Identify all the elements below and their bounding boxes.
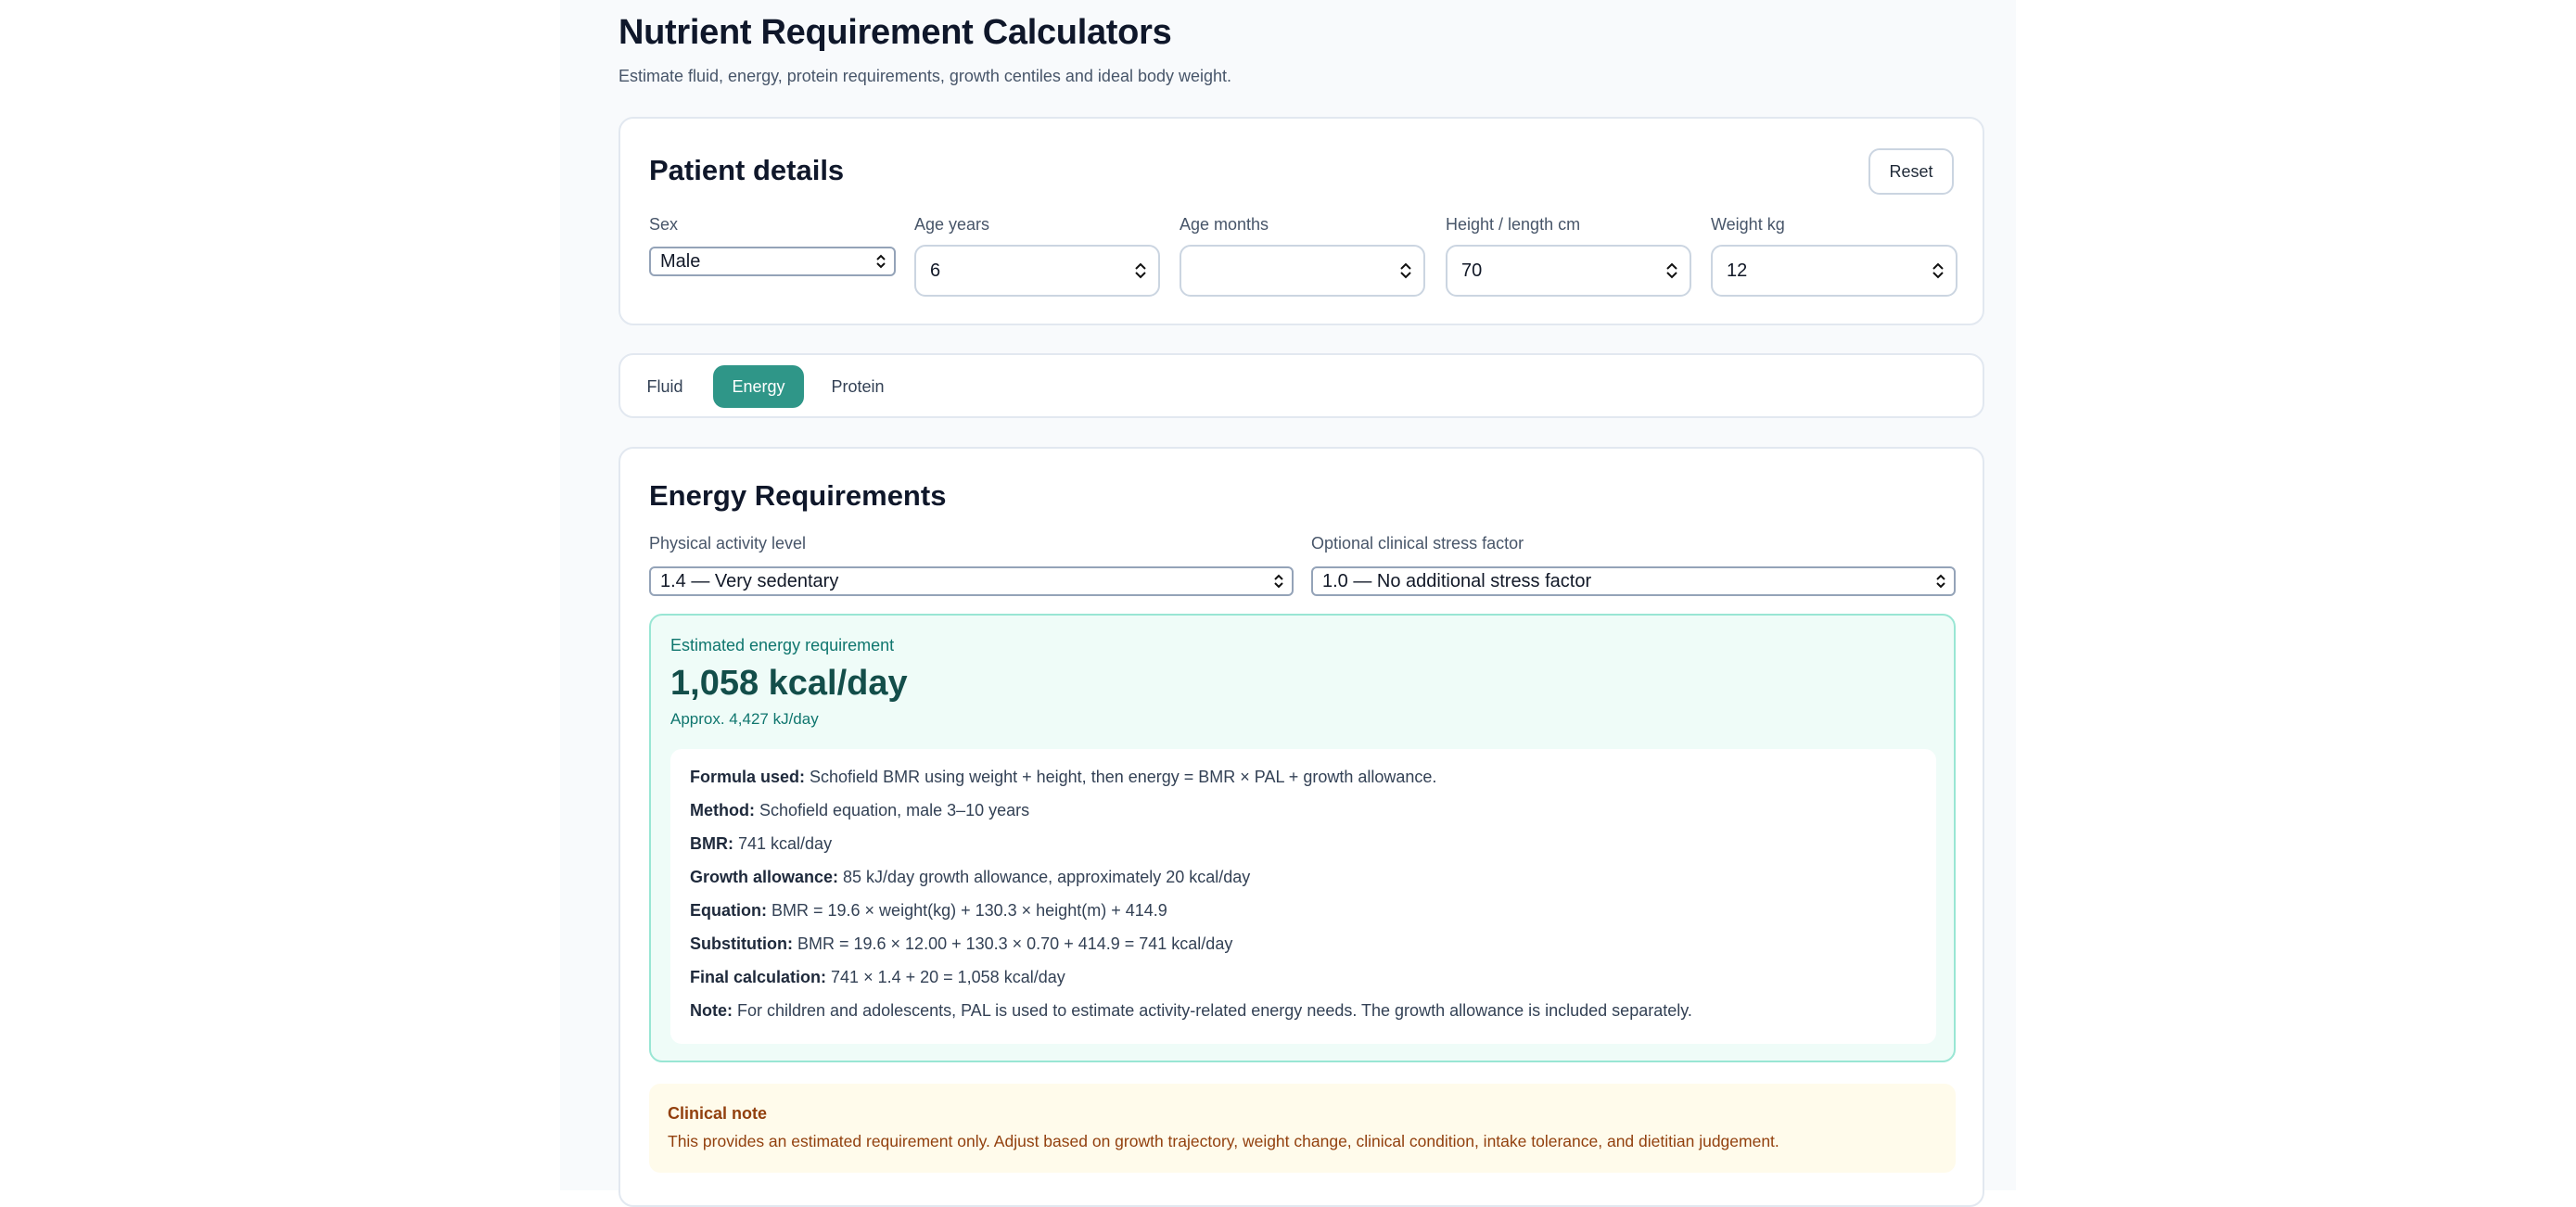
detail-final-calculation: Final calculation: 741 × 1.4 + 20 = 1,058 kcal/day: [690, 968, 1065, 986]
patient-details-card: [618, 117, 1984, 325]
page-subtitle: Estimate fluid, energy, protein requirements, growth centiles and ideal body weight.: [618, 67, 1232, 85]
age-months-label: Age months: [1180, 215, 1269, 234]
select-chevron-icon: [1273, 573, 1284, 590]
sex-select-value: Male: [660, 250, 701, 272]
age-years-label: Age years: [914, 215, 990, 234]
detail-equation: Equation: BMR = 19.6 × weight(kg) + 130.3 × height(m) + 414.9: [690, 901, 1167, 920]
tab-fluid[interactable]: Fluid: [646, 376, 683, 396]
detail-growth-allowance: Growth allowance: 85 kJ/day growth allowance, approximately 20 kcal/day: [690, 868, 1251, 886]
stepper-icon[interactable]: [1134, 260, 1147, 281]
detail-method: Method: Schofield equation, male 3–10 years: [690, 801, 1030, 819]
sex-select[interactable]: [649, 247, 896, 276]
page-title: Nutrient Requirement Calculators: [618, 13, 1172, 52]
result-label: Estimated energy requirement: [670, 636, 895, 654]
stress-factor-select[interactable]: [1311, 566, 1956, 596]
weight-label: Weight kg: [1711, 215, 1785, 234]
clinical-note-title: Clinical note: [668, 1104, 768, 1123]
select-chevron-icon: [1935, 573, 1946, 590]
result-value: 1,058 kcal/day: [670, 664, 908, 703]
activity-level-value: 1.4 — Very sedentary: [660, 570, 839, 591]
weight-value: 12: [1727, 260, 1748, 281]
height-input[interactable]: [1446, 245, 1691, 297]
sex-label: Sex: [649, 215, 679, 234]
detail-substitution: Substitution: BMR = 19.6 × 12.00 + 130.3 × 0.70 + 414.9 = 741 kcal/day: [690, 934, 1233, 953]
result-kj-value: Approx. 4,427 kJ/day: [670, 710, 819, 728]
reset-button[interactable]: Reset: [1868, 148, 1954, 195]
detail-note: Note: For children and adolescents, PAL is used to estimate activity-related energy needs. The growth allowance is included separately.: [690, 1001, 1692, 1020]
stepper-icon[interactable]: [1665, 260, 1678, 281]
height-value: 70: [1461, 260, 1483, 281]
energy-requirements-title: Energy Requirements: [649, 479, 947, 512]
page-column: [560, 0, 2016, 1190]
detail-bmr: BMR: 741 kcal/day: [690, 834, 833, 853]
weight-input[interactable]: [1711, 245, 1958, 297]
select-chevron-icon: [875, 253, 886, 270]
stepper-icon[interactable]: [1932, 260, 1945, 281]
age-years-value: 6: [930, 260, 941, 281]
patient-details-title: Patient details: [649, 154, 845, 186]
stress-factor-value: 1.0 — No additional stress factor: [1322, 570, 1592, 591]
energy-result-panel: [649, 614, 1956, 1062]
height-label: Height / length cm: [1446, 215, 1581, 234]
activity-level-select[interactable]: [649, 566, 1294, 596]
clinical-note-panel: [649, 1084, 1956, 1173]
calculation-details: [670, 749, 1936, 1044]
tab-energy[interactable]: Energy: [713, 365, 804, 408]
stress-factor-label: Optional clinical stress factor: [1311, 534, 1524, 553]
tab-protein[interactable]: Protein: [831, 376, 885, 396]
stepper-icon[interactable]: [1399, 260, 1412, 281]
energy-requirements-card: [618, 447, 1984, 1207]
age-years-input[interactable]: [914, 245, 1160, 297]
age-months-input[interactable]: [1180, 245, 1425, 297]
detail-formula: Formula used: Schofield BMR using weight + height, then energy = BMR × PAL + growth allowance.: [690, 768, 1437, 786]
activity-level-label: Physical activity level: [649, 534, 807, 553]
clinical-note-text: This provides an estimated requirement only. Adjust based on growth trajectory, weight change, clinical condition, intake tolerance, and dietitian judgement.: [668, 1132, 1779, 1150]
calculator-tabs: [618, 353, 1984, 418]
